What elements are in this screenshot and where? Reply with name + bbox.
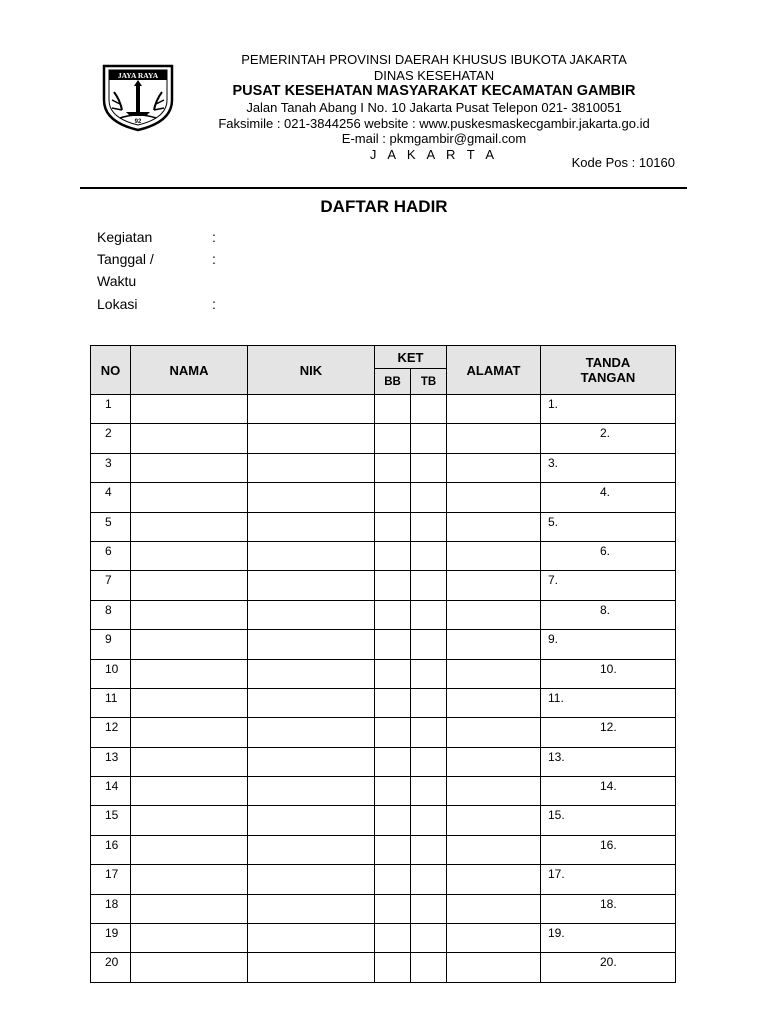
- bb-cell[interactable]: [375, 483, 411, 512]
- row-number: 14: [105, 779, 119, 794]
- nik-cell[interactable]: [248, 777, 375, 806]
- table-row: [91, 865, 676, 894]
- nik-cell[interactable]: [248, 718, 375, 747]
- letterhead-email: E-mail : pkmgambir@gmail.com: [341, 131, 527, 146]
- signature-number: 12.: [600, 720, 617, 735]
- nama-cell[interactable]: [131, 630, 248, 659]
- nama-cell[interactable]: [131, 395, 248, 424]
- alamat-cell[interactable]: [447, 571, 541, 600]
- alamat-cell[interactable]: [447, 483, 541, 512]
- alamat-cell[interactable]: [447, 688, 541, 717]
- nik-cell[interactable]: [248, 424, 375, 453]
- nik-cell[interactable]: [248, 688, 375, 717]
- no-cell: [91, 953, 131, 982]
- no-cell: [91, 688, 131, 717]
- no-cell: [91, 835, 131, 864]
- tb-cell[interactable]: [411, 835, 447, 864]
- signature-cell[interactable]: [541, 806, 676, 835]
- nik-cell[interactable]: [248, 835, 375, 864]
- no-cell: [91, 630, 131, 659]
- signature-number: 7.: [548, 573, 559, 588]
- header-tangan: TANGAN: [580, 370, 636, 385]
- nama-cell[interactable]: [131, 718, 248, 747]
- signature-cell[interactable]: [541, 865, 676, 894]
- row-number: 5: [105, 514, 112, 529]
- bb-cell[interactable]: [375, 541, 411, 570]
- nama-cell[interactable]: [131, 865, 248, 894]
- signature-number: 3.: [548, 455, 559, 470]
- bb-cell[interactable]: [375, 600, 411, 629]
- tb-cell[interactable]: [411, 571, 447, 600]
- tb-cell[interactable]: [411, 395, 447, 424]
- alamat-cell[interactable]: [447, 806, 541, 835]
- nik-cell[interactable]: [248, 953, 375, 982]
- alamat-cell[interactable]: [447, 777, 541, 806]
- row-number: 13: [105, 749, 119, 764]
- nama-cell[interactable]: [131, 924, 248, 953]
- alamat-cell[interactable]: [447, 718, 541, 747]
- header-alamat: ALAMAT: [447, 346, 541, 395]
- table-row: [91, 453, 676, 482]
- no-cell: [91, 453, 131, 482]
- letterhead-department: DINAS KESEHATAN: [373, 67, 495, 83]
- nik-cell[interactable]: [248, 453, 375, 482]
- row-number: 2: [105, 426, 112, 441]
- signature-number: 20.: [600, 955, 617, 970]
- row-number: 9: [105, 632, 112, 647]
- alamat-cell[interactable]: [447, 630, 541, 659]
- field-label-tanggal: Tanggal /: [97, 251, 154, 267]
- signature-number: 2.: [600, 426, 611, 441]
- no-cell: [91, 512, 131, 541]
- nama-cell[interactable]: [131, 953, 248, 982]
- nama-cell[interactable]: [131, 571, 248, 600]
- table-row: [91, 953, 676, 982]
- header-nik: NIK: [248, 346, 375, 395]
- tb-cell[interactable]: [411, 806, 447, 835]
- row-number: 3: [105, 455, 112, 470]
- signature-number: 4.: [600, 485, 611, 500]
- nama-cell[interactable]: [131, 835, 248, 864]
- no-cell: [91, 747, 131, 776]
- alamat-cell[interactable]: [447, 865, 541, 894]
- header-tb: TB: [411, 369, 447, 395]
- bb-cell[interactable]: [375, 512, 411, 541]
- header-ket: KET: [375, 346, 447, 369]
- table-row: [91, 395, 676, 424]
- nama-cell[interactable]: [131, 600, 248, 629]
- signature-cell[interactable]: [541, 659, 676, 688]
- bb-cell[interactable]: [375, 953, 411, 982]
- bb-cell[interactable]: [375, 747, 411, 776]
- field-colon-kegiatan: :: [212, 229, 216, 245]
- tb-cell[interactable]: [411, 894, 447, 923]
- document-title: DAFTAR HADIR: [320, 197, 448, 216]
- no-cell: [91, 806, 131, 835]
- signature-number: 10.: [600, 661, 617, 676]
- field-colon-tanggal: :: [212, 251, 216, 267]
- tb-cell[interactable]: [411, 512, 447, 541]
- signature-number: 17.: [548, 867, 565, 882]
- alamat-cell[interactable]: [447, 953, 541, 982]
- no-cell: [91, 718, 131, 747]
- signature-cell[interactable]: [541, 395, 676, 424]
- alamat-cell[interactable]: [447, 924, 541, 953]
- no-cell: [91, 483, 131, 512]
- table-row: [91, 894, 676, 923]
- letterhead-fax-website: Faksimile : 021-3844256 website : www.puskesmaskecgambir.jakarta.go.id: [218, 115, 650, 131]
- row-number: 7: [105, 573, 112, 588]
- postal-code: Kode Pos : 10160: [571, 155, 675, 170]
- signature-cell[interactable]: [541, 835, 676, 864]
- bb-cell[interactable]: [375, 806, 411, 835]
- nik-cell[interactable]: [248, 571, 375, 600]
- signature-cell[interactable]: [541, 747, 676, 776]
- signature-cell[interactable]: [541, 541, 676, 570]
- nik-cell[interactable]: [248, 806, 375, 835]
- bb-cell[interactable]: [375, 395, 411, 424]
- nik-cell[interactable]: [248, 600, 375, 629]
- tb-cell[interactable]: [411, 953, 447, 982]
- row-number: 8: [105, 602, 112, 617]
- nik-cell[interactable]: [248, 747, 375, 776]
- signature-number: 9.: [548, 632, 559, 647]
- tb-cell[interactable]: [411, 747, 447, 776]
- svg-text:JAYA RAYA: JAYA RAYA: [117, 71, 159, 80]
- signature-number: 15.: [548, 808, 565, 823]
- field-colon-lokasi: :: [212, 296, 216, 312]
- tb-cell[interactable]: [411, 424, 447, 453]
- nama-cell[interactable]: [131, 453, 248, 482]
- signature-number: 11.: [548, 690, 564, 705]
- alamat-cell[interactable]: [447, 395, 541, 424]
- tb-cell[interactable]: [411, 718, 447, 747]
- tb-cell[interactable]: [411, 453, 447, 482]
- row-number: 10: [105, 661, 119, 676]
- row-number: 4: [105, 485, 112, 500]
- table-row: [91, 659, 676, 688]
- bb-cell[interactable]: [375, 630, 411, 659]
- bb-cell[interactable]: [375, 865, 411, 894]
- table-row: [91, 424, 676, 453]
- signature-number: 18.: [600, 896, 617, 911]
- alamat-cell[interactable]: [447, 835, 541, 864]
- signature-number: 6.: [600, 543, 611, 558]
- signature-cell[interactable]: [541, 600, 676, 629]
- signature-cell[interactable]: [541, 718, 676, 747]
- no-cell: [91, 924, 131, 953]
- signature-cell[interactable]: [541, 924, 676, 953]
- row-number: 6: [105, 543, 112, 558]
- row-number: 20: [105, 955, 119, 970]
- table-row: [91, 835, 676, 864]
- tb-cell[interactable]: [411, 659, 447, 688]
- nik-cell[interactable]: [248, 659, 375, 688]
- no-cell: [91, 395, 131, 424]
- table-row: [91, 806, 676, 835]
- nama-cell[interactable]: [131, 424, 248, 453]
- signature-cell[interactable]: [541, 688, 676, 717]
- signature-cell[interactable]: [541, 571, 676, 600]
- header-no: NO: [91, 346, 131, 395]
- bb-cell[interactable]: [375, 777, 411, 806]
- nama-cell[interactable]: [131, 541, 248, 570]
- tb-cell[interactable]: [411, 865, 447, 894]
- attendance-table: [90, 345, 676, 983]
- alamat-cell[interactable]: [447, 453, 541, 482]
- nama-cell[interactable]: [131, 777, 248, 806]
- bb-cell[interactable]: [375, 571, 411, 600]
- header-nama: NAMA: [131, 346, 248, 395]
- nik-cell[interactable]: [248, 541, 375, 570]
- bb-cell[interactable]: [375, 453, 411, 482]
- signature-cell[interactable]: [541, 483, 676, 512]
- alamat-cell[interactable]: [447, 424, 541, 453]
- field-label-kegiatan: Kegiatan: [97, 229, 153, 245]
- row-number: 12: [105, 720, 119, 735]
- signature-cell[interactable]: [541, 424, 676, 453]
- signature-number: 5.: [548, 514, 559, 529]
- table-row: [91, 777, 676, 806]
- alamat-cell[interactable]: [447, 894, 541, 923]
- table-row: [91, 483, 676, 512]
- row-number: 17: [105, 867, 119, 882]
- row-number: 1: [105, 397, 112, 411]
- tb-cell[interactable]: [411, 483, 447, 512]
- svg-text:92: 92: [134, 119, 142, 125]
- letterhead: [180, 52, 688, 162]
- alamat-cell[interactable]: [447, 512, 541, 541]
- table-row: [91, 571, 676, 600]
- nama-cell[interactable]: [131, 747, 248, 776]
- tb-cell[interactable]: [411, 600, 447, 629]
- nik-cell[interactable]: [248, 630, 375, 659]
- no-cell: [91, 659, 131, 688]
- bb-cell[interactable]: [375, 894, 411, 923]
- signature-number: 1.: [548, 397, 559, 411]
- signature-number: 13.: [548, 749, 565, 764]
- signature-number: 16.: [600, 837, 617, 852]
- alamat-cell[interactable]: [447, 600, 541, 629]
- header-divider: [80, 187, 687, 189]
- header-tanda-tangan: [541, 346, 676, 395]
- no-cell: [91, 600, 131, 629]
- no-cell: [91, 865, 131, 894]
- signature-cell[interactable]: [541, 894, 676, 923]
- table-row: [91, 630, 676, 659]
- tb-cell[interactable]: [411, 924, 447, 953]
- table-row: [91, 600, 676, 629]
- bb-cell[interactable]: [375, 659, 411, 688]
- signature-cell[interactable]: [541, 630, 676, 659]
- nik-cell[interactable]: [248, 512, 375, 541]
- letterhead-institution: PUSAT KESEHATAN MASYARAKAT KECAMATAN GAMBIR: [232, 83, 636, 99]
- field-label-waktu: Waktu: [97, 273, 137, 289]
- tb-cell[interactable]: [411, 688, 447, 717]
- nama-cell[interactable]: [131, 688, 248, 717]
- nik-cell[interactable]: [248, 483, 375, 512]
- signature-cell[interactable]: [541, 953, 676, 982]
- header-bb: BB: [375, 369, 411, 395]
- letterhead-government: PEMERINTAH PROVINSI DAERAH KHUSUS IBUKOTA JAKARTA: [241, 52, 627, 67]
- no-cell: [91, 541, 131, 570]
- nama-cell[interactable]: [131, 483, 248, 512]
- row-number: 11: [105, 690, 118, 705]
- table-row: [91, 924, 676, 953]
- bb-cell[interactable]: [375, 718, 411, 747]
- tb-cell[interactable]: [411, 630, 447, 659]
- table-row: [91, 541, 676, 570]
- no-cell: [91, 424, 131, 453]
- alamat-cell[interactable]: [447, 747, 541, 776]
- header-tanda: TANDA: [585, 355, 631, 370]
- no-cell: [91, 777, 131, 806]
- row-number: 18: [105, 896, 119, 911]
- table-row: [91, 512, 676, 541]
- signature-number: 14.: [600, 779, 617, 794]
- bb-cell[interactable]: [375, 688, 411, 717]
- row-number: 15: [105, 808, 119, 823]
- bb-cell[interactable]: [375, 924, 411, 953]
- signature-number: 8.: [600, 602, 611, 617]
- table-row: [91, 718, 676, 747]
- nama-cell[interactable]: [131, 659, 248, 688]
- row-number: 19: [105, 926, 119, 941]
- tb-cell[interactable]: [411, 541, 447, 570]
- alamat-cell[interactable]: [447, 659, 541, 688]
- field-label-lokasi: Lokasi: [97, 296, 138, 312]
- no-cell: [91, 571, 131, 600]
- nik-cell[interactable]: [248, 924, 375, 953]
- letterhead-address: Jalan Tanah Abang I No. 10 Jakarta Pusat Telepon 021- 3810051: [246, 100, 622, 115]
- nik-cell[interactable]: [248, 865, 375, 894]
- nama-cell[interactable]: [131, 512, 248, 541]
- table-row: [91, 688, 676, 717]
- tb-cell[interactable]: [411, 777, 447, 806]
- alamat-cell[interactable]: [447, 541, 541, 570]
- nik-cell[interactable]: [248, 894, 375, 923]
- letterhead-city: J A K A R T A: [369, 146, 499, 162]
- signature-number: 19.: [548, 926, 565, 941]
- bb-cell[interactable]: [375, 424, 411, 453]
- signature-cell[interactable]: [541, 512, 676, 541]
- no-cell: [91, 894, 131, 923]
- nama-cell[interactable]: [131, 894, 248, 923]
- bb-cell[interactable]: [375, 835, 411, 864]
- nik-cell[interactable]: [248, 395, 375, 424]
- signature-cell[interactable]: [541, 777, 676, 806]
- nama-cell[interactable]: [131, 806, 248, 835]
- table-row: [91, 747, 676, 776]
- jakarta-emblem-logo: [100, 60, 176, 132]
- signature-cell[interactable]: [541, 453, 676, 482]
- row-number: 16: [105, 837, 119, 852]
